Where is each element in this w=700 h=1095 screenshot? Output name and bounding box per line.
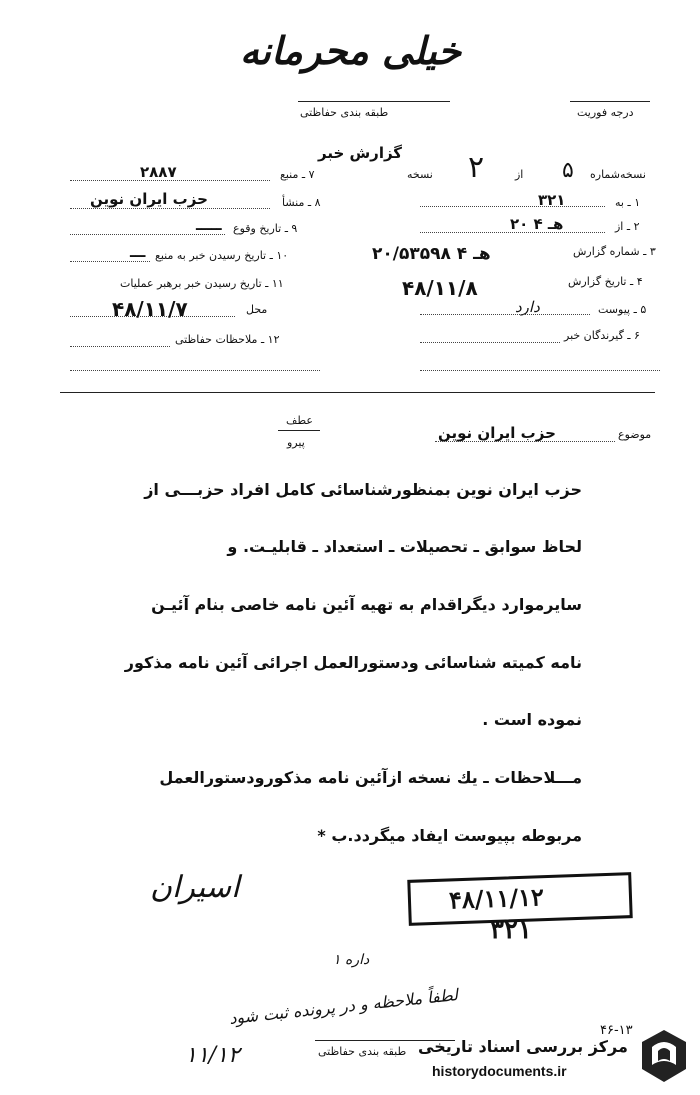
handwritten-dept: داره ۱	[333, 952, 370, 968]
body-line-5: نموده است .	[482, 710, 582, 729]
subject-label: موضوع	[618, 428, 652, 441]
recipients-dots	[420, 342, 560, 343]
report-date-label: ۴ ـ تاریخ گزارش	[568, 275, 643, 288]
report-number-label: ۳ ـ شماره گزارش	[573, 245, 656, 258]
copy-total-value: ۵	[562, 158, 574, 183]
watermark-org: مرکز بررسی اسناد تاریخی	[418, 1037, 628, 1056]
origin-value: حزب ایران نوین	[90, 190, 208, 208]
security-notes-dots-2	[70, 370, 320, 371]
priority-label: درجه فوریت	[577, 106, 634, 119]
copy-label: نسخه	[407, 168, 433, 181]
attachment-label: ۵ ـ پیوست	[598, 303, 647, 316]
report-date-value: ۴۸/۱۱/۸	[402, 276, 478, 300]
footer-classification-label: طبقه بندی حفاظتی	[318, 1045, 407, 1058]
recipients-dots-2	[420, 370, 660, 371]
field-to-label: ۱ ـ به	[615, 196, 641, 209]
field-to-dots	[420, 206, 605, 207]
copy-number-label: نسخه‌شماره	[590, 168, 646, 181]
body-line-1: حزب ایران نوین بمنظورشناسائی کامل افراد حزبـــی از	[144, 480, 582, 499]
occurrence-date-dots	[70, 234, 225, 235]
occurrence-date-label: ۹ ـ تاریخ وقوع	[233, 222, 298, 235]
source-label: ۷ ـ منبع	[280, 168, 315, 181]
body-line-3: سایرموارد دیگراقدام به تهیه آئین نامه خاصی بنام آئیـن	[151, 595, 582, 614]
received-source-label: ۱۰ ـ تاریخ رسیدن خبر به منبع	[155, 249, 289, 262]
signature: اسیران	[150, 870, 240, 905]
body-line-4: نامه کمیته شناسائی ودستورالعمل اجرائی آئین نامه مذکور	[124, 653, 582, 672]
watermark-logo-icon	[638, 1027, 690, 1085]
received-source-value: ـــ	[130, 243, 146, 261]
source-dots	[70, 180, 270, 181]
form-title: گزارش خبر	[318, 144, 403, 162]
form-divider	[60, 392, 655, 393]
copy-from-label: از	[515, 168, 524, 181]
attachment-dots	[420, 314, 590, 315]
watermark-url: historydocuments.ir	[432, 1063, 567, 1079]
field-from-value: ۲۰ هـ ۴	[510, 215, 564, 233]
place-value: ۴۸/۱۱/۷	[112, 297, 188, 321]
stamp-number: ۳۲۱	[490, 915, 532, 945]
priority-rule	[570, 101, 650, 102]
ref-bottom-label: پیرو	[287, 436, 305, 449]
recipients-label: ۶ ـ گیرندگان خبر	[564, 329, 640, 342]
security-notes-dots	[70, 346, 170, 347]
report-number-value: ۲۰/۵۳۵۹۸ هـ ۴	[372, 244, 491, 264]
field-from-label: ۲ ـ از	[615, 220, 640, 233]
place-dots	[70, 316, 235, 317]
copy-number-value: ۲	[468, 150, 485, 185]
received-source-dots	[70, 261, 150, 262]
ref-divider	[278, 430, 320, 431]
attachment-value: دارد	[515, 298, 540, 316]
source-value: ۲۸۸۷	[140, 163, 177, 181]
field-from-dots	[420, 232, 605, 233]
classification-label: طبقه بندی حفاظتی	[300, 106, 389, 119]
occurrence-date-value: ـــــ	[196, 216, 222, 234]
subject-value: حزب ایران نوین	[438, 424, 556, 442]
body-line-6: مـــلاحظات ـ یك نسخه ازآئین نامه مذکورودستورالعمل	[159, 768, 582, 787]
classification-rule	[298, 101, 450, 102]
handwritten-date: ۱۱/۱۲	[185, 1043, 240, 1068]
stamp-date: ۴۸/۱۱/۱۲	[448, 882, 545, 915]
body-line-7: مربوطه بپیوست ایفاد میگردد.ب *	[317, 826, 582, 845]
place-label: محل	[246, 303, 268, 316]
footer-code: ۴۶-۱۳	[600, 1023, 633, 1038]
body-line-2: لحاظ سوابق ـ تحصیلات ـ استعداد ـ قابلیـت. و	[227, 537, 582, 556]
received-ops-label: ۱۱ ـ تاریخ رسیدن خبر برهبر عملیات	[120, 277, 284, 290]
security-notes-label: ۱۲ ـ ملاحظات حفاظتی	[175, 333, 280, 346]
subject-dots	[435, 441, 615, 442]
ref-top-label: عطف	[286, 414, 313, 427]
classification-title: خیلی محرمانه	[240, 28, 462, 73]
field-to-value: ۳۲۱	[538, 191, 566, 209]
origin-label: ۸ ـ منشأ	[282, 196, 321, 209]
handwritten-note: لطفاً ملاحظه و در پرونده ثبت شود	[228, 985, 459, 1028]
origin-dots	[70, 208, 270, 209]
